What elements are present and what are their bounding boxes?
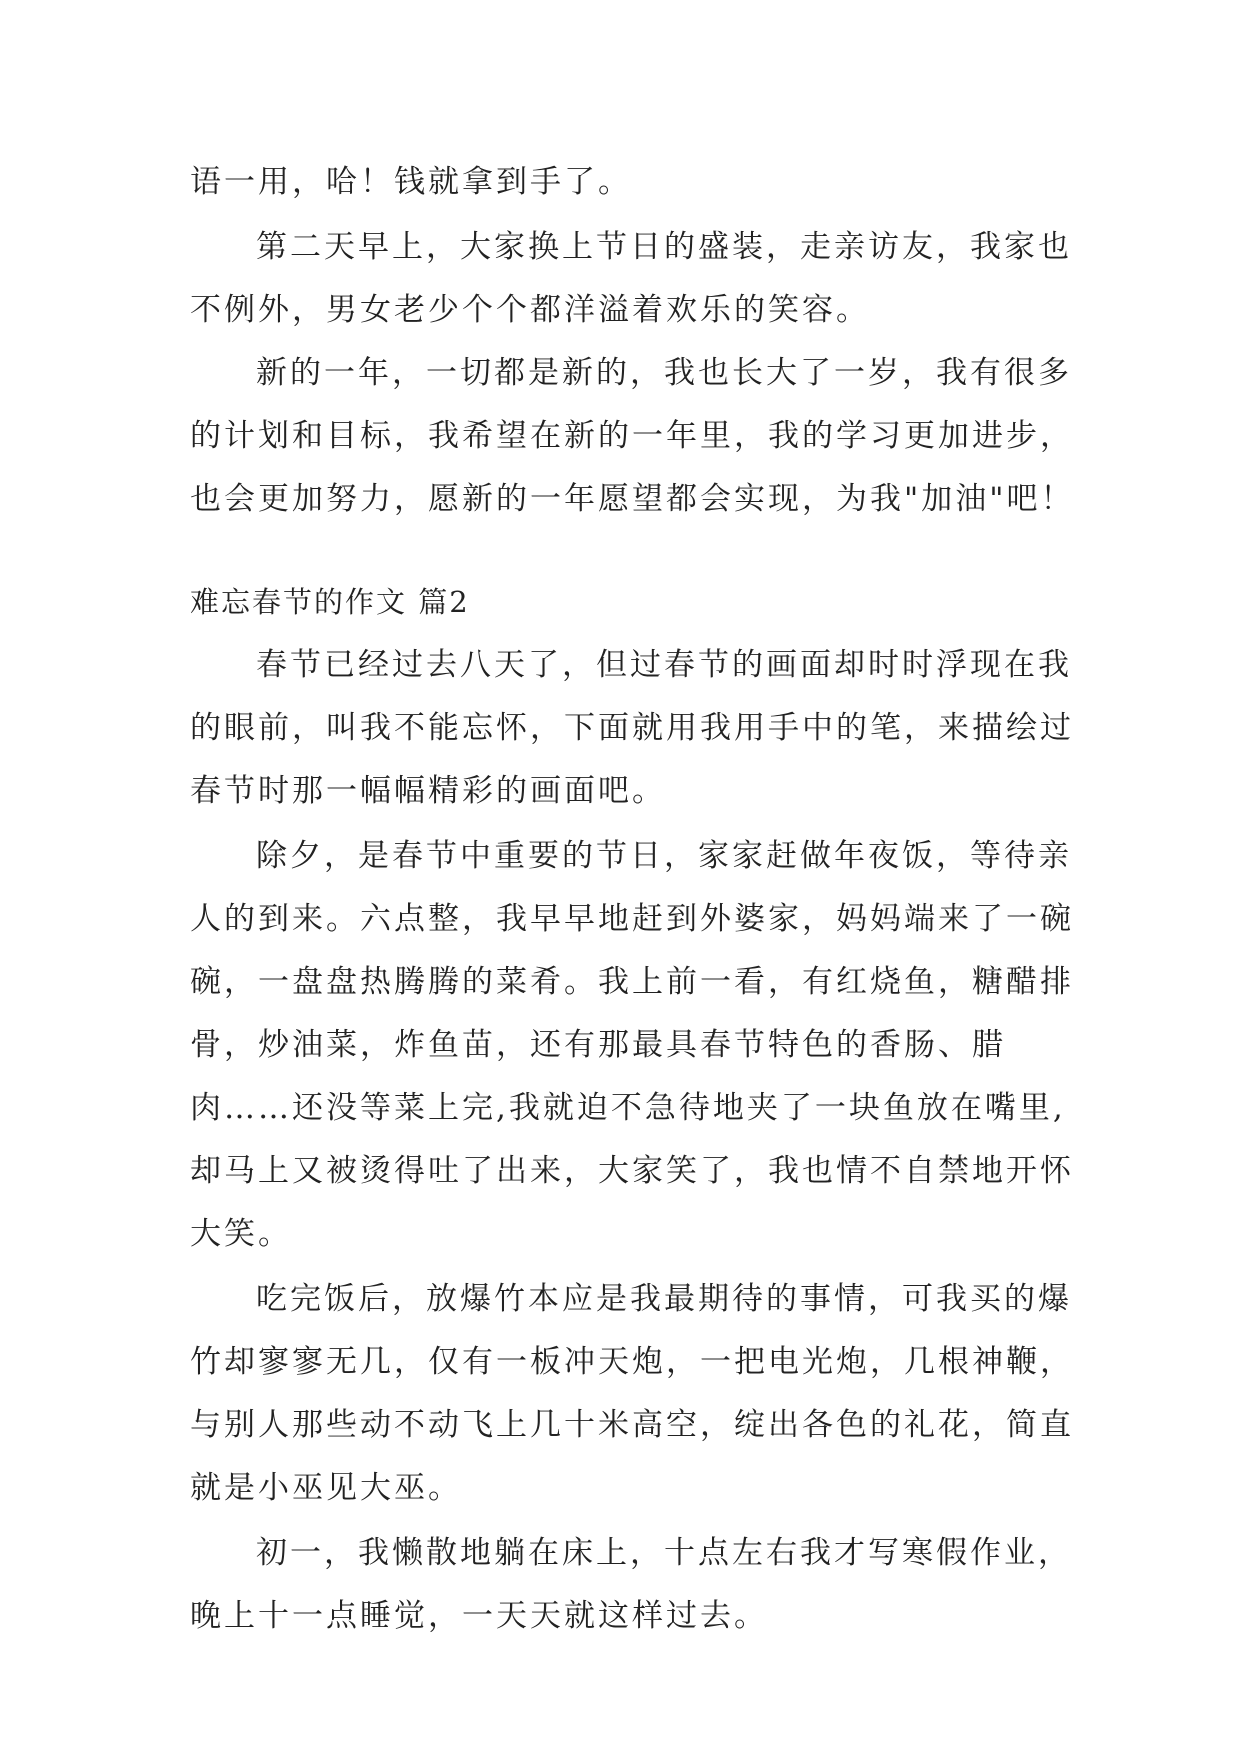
paragraph-line: 的计划和目标，我希望在新的一年里，我的学习更加进步， <box>190 418 1074 454</box>
paragraph-line: 却马上又被烫得吐了出来，大家笑了，我也情不自禁地开怀 <box>190 1153 1074 1189</box>
paragraph-line: 碗，一盘盘热腾腾的菜肴。我上前一看，有红烧鱼，糖醋排 <box>190 964 1074 1000</box>
paragraph-line: 春节时那一幅幅精彩的画面吧。 <box>190 773 666 809</box>
paragraph-line: 与别人那些动不动飞上几十米高空，绽出各色的礼花，简直 <box>190 1407 1074 1443</box>
paragraph-line: 大笑。 <box>190 1216 292 1252</box>
paragraph-line: 新的一年，一切都是新的，我也长大了一岁，我有很多 <box>256 355 1072 391</box>
paragraph-line: 不例外，男女老少个个都洋溢着欢乐的笑容。 <box>190 292 870 328</box>
paragraph-line: 就是小巫见大巫。 <box>190 1470 462 1506</box>
paragraph-line: 竹却寥寥无几，仅有一板冲天炮，一把电光炮，几根神鞭， <box>190 1344 1074 1380</box>
paragraph-line: 肉……还没等菜上完,我就迫不急待地夹了一块鱼放在嘴里, <box>190 1090 1066 1126</box>
paragraph-line: 骨，炒油菜，炸鱼苗，还有那最具春节特色的香肠、腊 <box>190 1027 1006 1063</box>
paragraph-line: 第二天早上，大家换上节日的盛装，走亲访友，我家也 <box>256 229 1072 265</box>
section-heading: 难忘春节的作文 篇2 <box>190 585 470 619</box>
paragraph-line: 人的到来。六点整，我早早地赶到外婆家，妈妈端来了一碗 <box>190 901 1074 937</box>
paragraph-line: 春节已经过去八天了，但过春节的画面却时时浮现在我 <box>256 647 1072 683</box>
paragraph-line: 晚上十一点睡觉，一天天就这样过去。 <box>190 1598 768 1634</box>
paragraph-line: 也会更加努力，愿新的一年愿望都会实现，为我"加油"吧！ <box>190 481 1075 517</box>
paragraph-line: 吃完饭后，放爆竹本应是我最期待的事情，可我买的爆 <box>256 1281 1072 1317</box>
paragraph-line: 语一用，哈！钱就拿到手了。 <box>190 164 632 200</box>
paragraph-line: 的眼前，叫我不能忘怀，下面就用我用手中的笔，来描绘过 <box>190 710 1074 746</box>
paragraph-line: 除夕，是春节中重要的节日，家家赶做年夜饭，等待亲 <box>256 838 1072 874</box>
paragraph-line: 初一，我懒散地躺在床上，十点左右我才写寒假作业， <box>256 1535 1072 1571</box>
